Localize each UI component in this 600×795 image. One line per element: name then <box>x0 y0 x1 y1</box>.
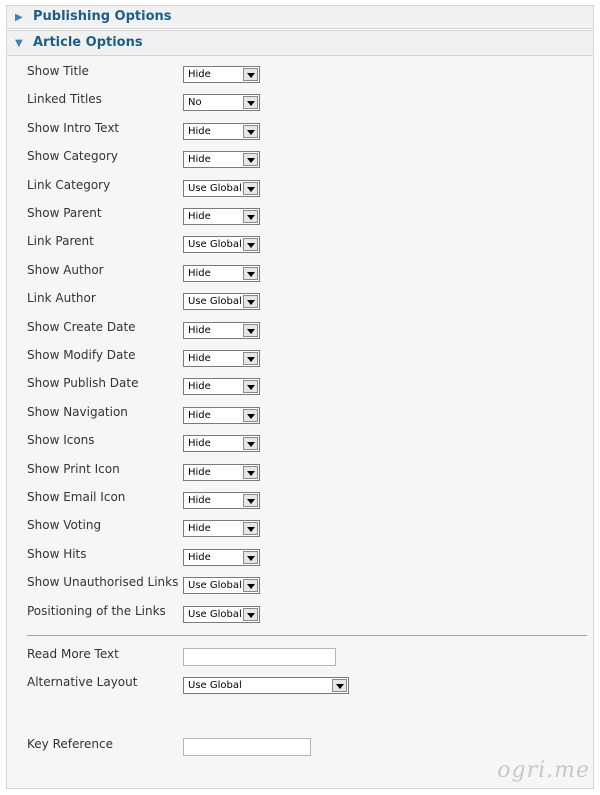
option-value: Hide <box>188 438 211 450</box>
key-reference-label: Key Reference <box>27 737 113 751</box>
option-select[interactable] <box>183 180 260 197</box>
option-select[interactable] <box>183 407 260 424</box>
chevron-down-icon[interactable] <box>243 352 258 365</box>
option-label: Show Hits <box>27 546 87 561</box>
chevron-down-icon[interactable] <box>243 210 258 223</box>
option-label: Show Email Icon <box>27 490 126 504</box>
chevron-down-icon[interactable] <box>243 494 258 507</box>
option-select[interactable] <box>183 520 260 537</box>
option-label: Show Parent <box>27 206 102 220</box>
chevron-down-icon[interactable] <box>243 466 258 479</box>
key-reference-input[interactable] <box>183 738 311 756</box>
option-select[interactable] <box>183 123 260 140</box>
article-options-header[interactable] <box>7 31 593 56</box>
chevron-down-icon[interactable] <box>243 409 258 422</box>
option-label: Link Parent <box>27 234 94 249</box>
option-select[interactable] <box>183 350 260 367</box>
option-select[interactable] <box>183 151 260 168</box>
chevron-down-icon[interactable] <box>243 125 258 138</box>
option-select[interactable] <box>183 549 260 566</box>
chevron-down-icon[interactable] <box>243 153 258 166</box>
chevron-down-icon[interactable] <box>243 380 258 393</box>
option-select[interactable] <box>183 94 260 111</box>
option-value: Hide <box>188 211 211 222</box>
option-select[interactable] <box>183 378 260 395</box>
option-value: Hide <box>188 381 211 393</box>
watermark: ogri.me <box>497 758 590 783</box>
triangle-right-icon: ▶ <box>15 12 23 23</box>
option-select[interactable] <box>183 606 260 623</box>
publishing-options-panel <box>6 5 594 29</box>
chevron-down-icon[interactable] <box>243 324 258 337</box>
option-select[interactable] <box>183 435 260 452</box>
option-select[interactable] <box>183 208 260 225</box>
option-label: Link Author <box>27 291 96 306</box>
option-value: No <box>188 97 202 109</box>
chevron-down-icon[interactable] <box>243 579 258 592</box>
option-select[interactable] <box>183 322 260 339</box>
read-more-input[interactable] <box>183 648 336 666</box>
option-label: Show Print Icon <box>27 461 120 476</box>
option-label: Show Modify Date <box>27 348 136 362</box>
option-select[interactable] <box>183 492 260 509</box>
option-select[interactable] <box>183 265 260 282</box>
option-label: Show Author <box>27 262 104 277</box>
option-value: Use Global <box>188 182 242 194</box>
read-more-label: Read More Text <box>27 647 119 661</box>
alternative-layout-select[interactable] <box>183 677 349 694</box>
option-value: Hide <box>188 324 211 336</box>
option-value: Hide <box>188 523 211 535</box>
chevron-down-icon[interactable] <box>243 437 258 450</box>
option-value: Use Global <box>188 608 242 620</box>
option-select[interactable] <box>183 464 260 481</box>
option-value: Hide <box>188 551 211 563</box>
publishing-options-title: Publishing Options <box>33 9 172 24</box>
publishing-options-header[interactable] <box>7 6 593 28</box>
alternative-layout-label: Alternative Layout <box>27 675 138 689</box>
option-label: Link Category <box>27 177 111 192</box>
option-value: Hide <box>188 154 211 166</box>
option-label: Linked Titles <box>27 92 102 107</box>
option-label: Show Publish Date <box>27 376 139 391</box>
option-value: Hide <box>188 125 211 137</box>
option-value: Hide <box>188 69 211 80</box>
option-select[interactable] <box>183 577 260 594</box>
option-value: Hide <box>188 409 211 421</box>
option-value: Use Global <box>188 239 242 251</box>
option-value: Hide <box>188 466 211 478</box>
chevron-down-icon[interactable] <box>243 551 258 564</box>
article-options-title: Article Options <box>33 35 143 50</box>
chevron-down-icon[interactable] <box>243 608 258 621</box>
triangle-down-icon: ▼ <box>15 38 23 49</box>
option-select[interactable] <box>183 66 260 83</box>
option-label: Show Create Date <box>27 319 136 334</box>
option-value: Hide <box>188 353 211 364</box>
option-select[interactable] <box>183 236 260 253</box>
chevron-down-icon[interactable] <box>332 679 347 692</box>
option-value: Hide <box>188 495 211 506</box>
option-label: Positioning of the Links <box>27 603 166 618</box>
chevron-down-icon[interactable] <box>243 238 258 251</box>
option-select[interactable] <box>183 293 260 310</box>
option-label: Show Category <box>27 149 119 164</box>
article-options-panel <box>6 30 594 789</box>
option-label: Show Title <box>27 64 89 78</box>
option-label: Show Icons <box>27 433 95 448</box>
option-value: Use Global <box>188 580 242 592</box>
option-value: Hide <box>188 267 211 279</box>
option-label: Show Voting <box>27 518 102 533</box>
chevron-down-icon[interactable] <box>243 295 258 308</box>
chevron-down-icon[interactable] <box>243 68 258 81</box>
chevron-down-icon[interactable] <box>243 96 258 109</box>
option-label: Show Unauthorised Links <box>27 575 179 590</box>
alternative-layout-value: Use Global <box>188 680 242 691</box>
chevron-down-icon[interactable] <box>243 522 258 535</box>
chevron-down-icon[interactable] <box>243 182 258 195</box>
option-label: Show Navigation <box>27 404 128 419</box>
option-value: Use Global <box>188 296 242 308</box>
option-label: Show Intro Text <box>27 120 120 135</box>
chevron-down-icon[interactable] <box>243 267 258 280</box>
section-divider <box>27 635 587 636</box>
